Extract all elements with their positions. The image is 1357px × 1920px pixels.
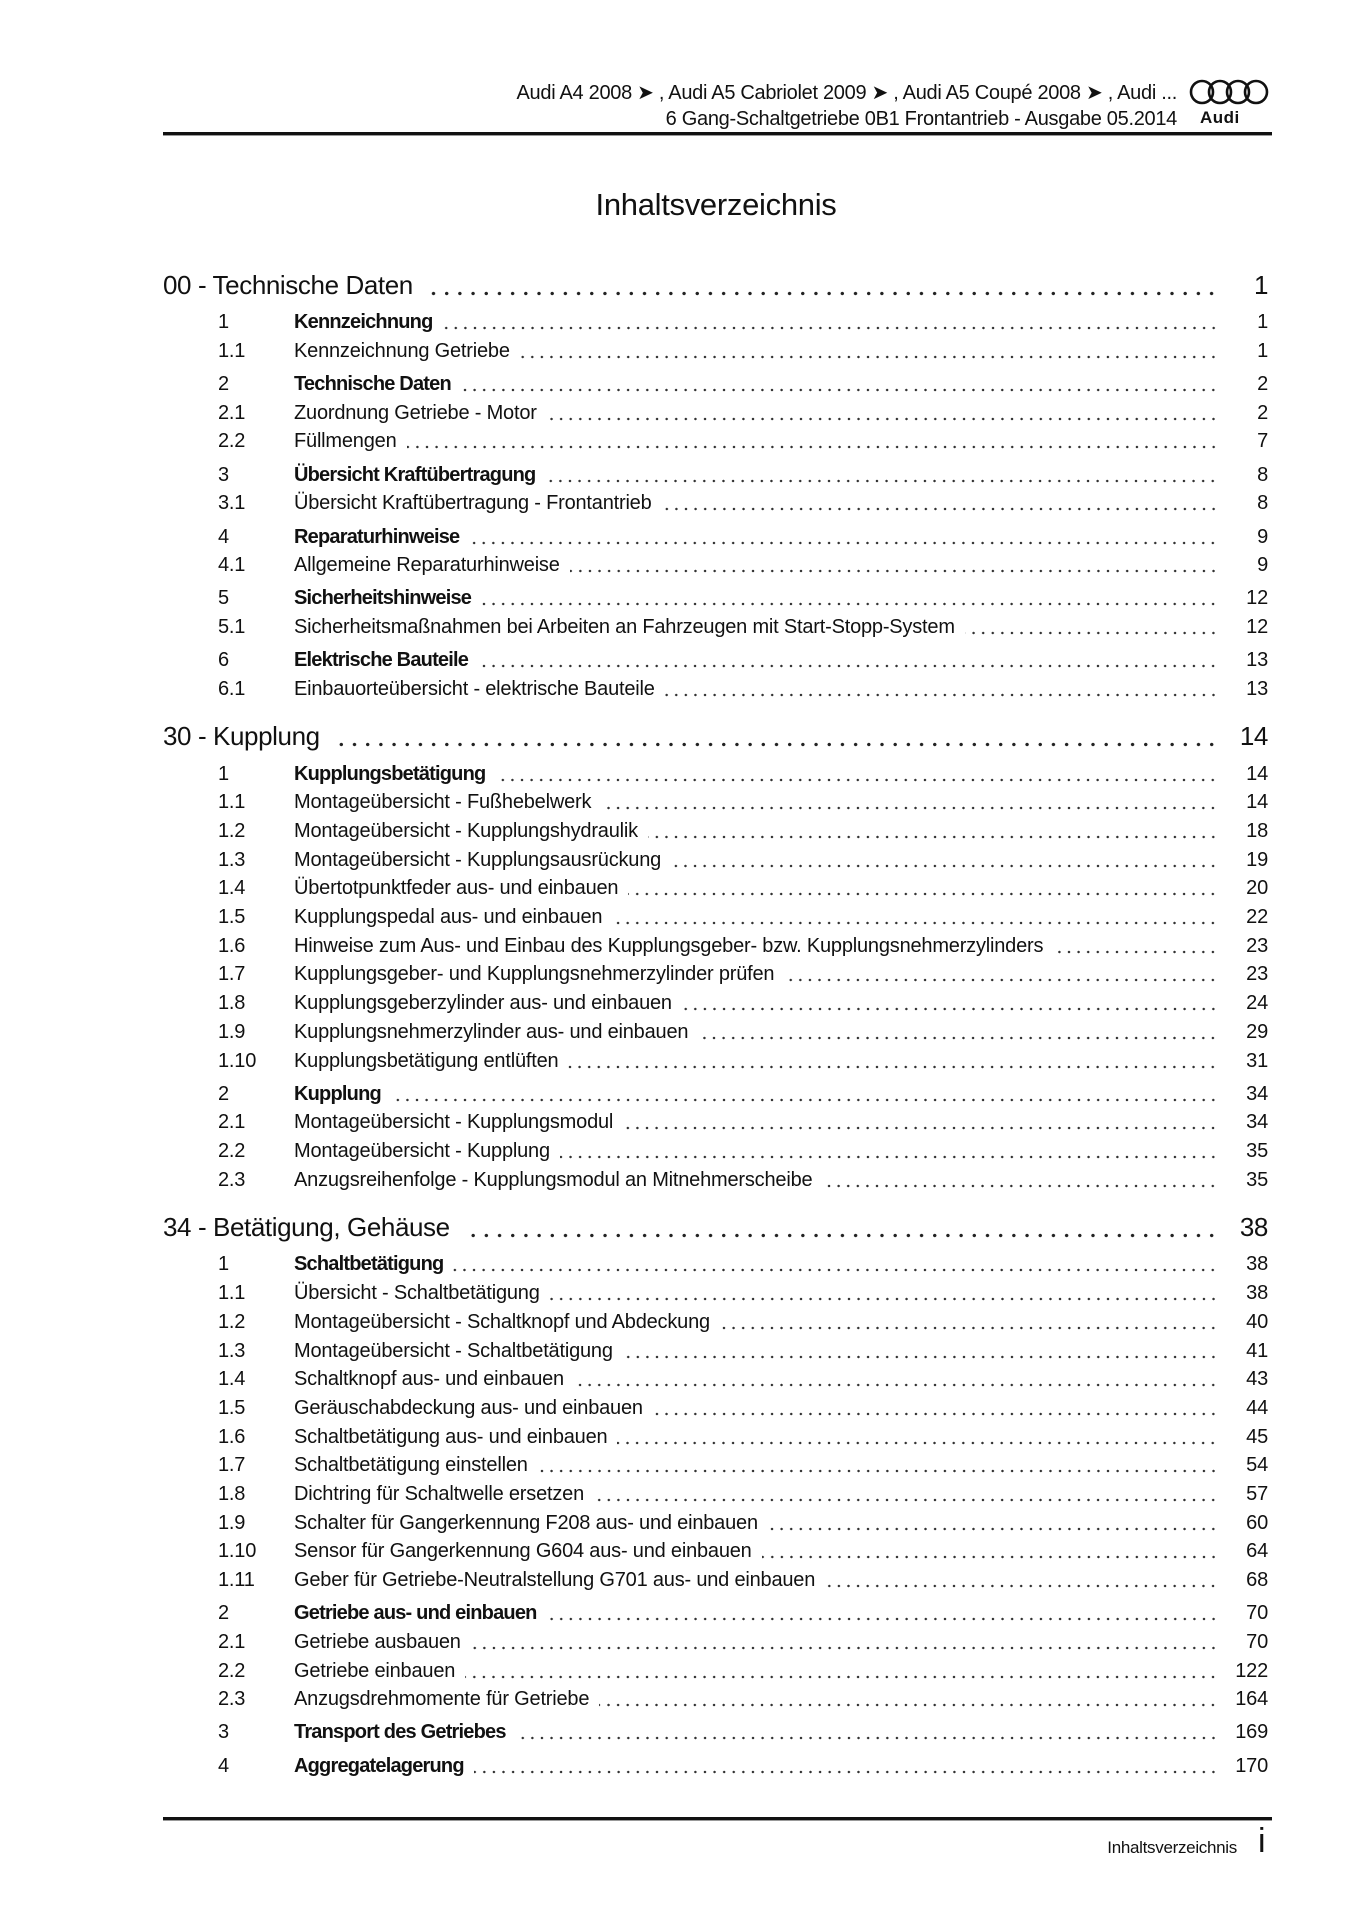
entry-title: Hinweise zum Aus- und Einbau des Kupplungsgeber- bzw. Kupplungsnehmerzylinders [294, 934, 1044, 957]
entry-page-number: 38 [1246, 1282, 1268, 1305]
entry-title: Getriebe einbauen [294, 1659, 456, 1682]
entry-number: 1.6 [218, 1425, 246, 1448]
entry-title: Montageübersicht - Kupplungsmodul [294, 1111, 614, 1134]
dot-leader [520, 339, 1218, 359]
dot-leader [461, 372, 1218, 392]
entry-page-number: 13 [1246, 649, 1268, 672]
dot-leader [427, 272, 1218, 296]
entry-title: Kennzeichnung Getriebe [294, 339, 510, 362]
toc-subsection-entry[interactable] [163, 1625, 1268, 1654]
entry-number: 5.1 [218, 616, 246, 639]
entry-number: 4 [218, 525, 229, 548]
entry-number: 1.4 [218, 877, 246, 900]
toc-subsection-entry[interactable] [163, 1563, 1268, 1592]
entry-page-number: 8 [1257, 463, 1268, 486]
entry-number: 2.3 [218, 1168, 246, 1191]
entry-number: 1.8 [218, 992, 246, 1015]
toc-subsection-entry[interactable] [163, 1334, 1268, 1363]
dot-leader [671, 848, 1218, 868]
entry-page-number: 170 [1235, 1754, 1268, 1777]
entry-page-number: 164 [1235, 1688, 1268, 1711]
entry-page-number: 38 [1246, 1253, 1268, 1276]
toc-subsection-entry[interactable] [163, 958, 1268, 987]
toc-subsection-entry[interactable] [163, 1163, 1268, 1192]
entry-title: Getriebe ausbauen [294, 1630, 461, 1653]
dot-leader [825, 1568, 1218, 1588]
entry-number: 1.6 [218, 934, 246, 957]
entry-number: 1.10 [218, 1540, 257, 1563]
dot-leader [570, 553, 1218, 573]
toc-subsection-entry[interactable] [163, 1391, 1268, 1420]
entry-title: Übertotpunktfeder aus- und einbauen [294, 877, 619, 900]
dot-leader [474, 1754, 1218, 1774]
entry-number: 2 [218, 1602, 229, 1625]
toc-section-entry[interactable] [163, 644, 1268, 673]
entry-page-number: 64 [1246, 1540, 1268, 1563]
toc-section-entry[interactable] [163, 1248, 1268, 1277]
toc-subsection-entry[interactable] [163, 1015, 1268, 1044]
entry-title: Allgemeine Reparaturhinweise [294, 554, 560, 577]
entry-page-number: 9 [1257, 554, 1268, 577]
entry-number: 2.1 [218, 1111, 246, 1134]
entry-title: Montageübersicht - Schaltbetätigung [294, 1339, 613, 1362]
entry-page-number: 57 [1246, 1482, 1268, 1505]
entry-title: Geber für Getriebe-Neutralstellung G701 aus- und einbauen [294, 1569, 816, 1591]
entry-number: 1.1 [218, 791, 246, 814]
entry-number: 3 [218, 463, 229, 486]
dot-leader [601, 790, 1218, 810]
entry-number: 2.2 [218, 1659, 246, 1682]
entry-page-number: 68 [1246, 1569, 1268, 1591]
toc-subsection-entry[interactable] [163, 1305, 1268, 1334]
toc-subsection-entry[interactable] [163, 334, 1268, 363]
entry-number: 2.1 [218, 1630, 246, 1653]
entry-number: 1.2 [218, 1310, 246, 1333]
entry-title: Montageübersicht - Fußhebelwerk [294, 791, 592, 814]
entry-title: Schaltbetätigung aus- und einbauen [294, 1425, 608, 1448]
entry-page-number: 45 [1246, 1425, 1268, 1448]
toc-subsection-entry[interactable] [163, 1506, 1268, 1535]
entry-title: Transport des Getriebes [294, 1721, 506, 1744]
dot-leader [538, 1453, 1218, 1473]
dot-leader [682, 991, 1218, 1011]
audi-rings-logo-icon [1188, 78, 1272, 106]
entry-title: Kennzeichnung [294, 311, 433, 334]
page-title: Inhaltsverzeichnis [595, 187, 837, 222]
entry-page-number: 43 [1246, 1368, 1268, 1391]
toc-subsection-entry[interactable] [163, 843, 1268, 872]
entry-number: 2.2 [218, 1140, 246, 1163]
entry-number: 2.2 [218, 430, 246, 453]
entry-number: 1.2 [218, 820, 246, 842]
entry-page-number: 23 [1246, 934, 1268, 957]
toc-subsection-entry[interactable] [163, 1535, 1268, 1564]
toc-subsection-entry[interactable] [163, 1134, 1268, 1163]
header-rule [163, 132, 1272, 135]
toc-chapter-entry[interactable] [163, 716, 1268, 752]
entry-number: 2 [218, 1082, 229, 1105]
entry-number: 1.11 [218, 1569, 255, 1591]
dot-leader [965, 615, 1218, 635]
chapter-title: 34 - Betätigung, Gehäuse [163, 1212, 450, 1243]
toc-section-entry[interactable] [163, 757, 1268, 786]
entry-title: Montageübersicht - Kupplung [294, 1140, 550, 1163]
entry-title: Montageübersicht - Kupplungshydraulik [294, 820, 638, 842]
toc-section-entry[interactable] [163, 520, 1268, 549]
entry-number: 6.1 [218, 677, 246, 700]
dot-leader [599, 1687, 1218, 1707]
entry-title: Dichtring für Schaltwelle ersetzen [294, 1482, 584, 1505]
dot-leader [471, 1630, 1218, 1650]
entry-number: 1.1 [218, 339, 246, 362]
dot-leader [628, 876, 1218, 896]
dot-leader [1053, 934, 1218, 954]
entry-page-number: 1 [1257, 311, 1268, 334]
entry-title: Reparaturhinweise [294, 525, 460, 548]
toc-subsection-entry[interactable] [163, 1363, 1268, 1392]
entry-page-number: 14 [1246, 791, 1268, 814]
toc-subsection-entry[interactable] [163, 1106, 1268, 1135]
toc-section-entry[interactable] [163, 1597, 1268, 1626]
entry-page-number: 13 [1246, 677, 1268, 700]
entry-page-number: 31 [1246, 1049, 1268, 1072]
entry-number: 5 [218, 587, 229, 610]
toc-section-entry[interactable] [163, 306, 1268, 335]
chapter-title: 00 - Technische Daten [163, 270, 413, 300]
entry-title: Einbauorteübersicht - elektrische Bauteile [294, 677, 655, 700]
footer-page-number: i [1258, 1822, 1266, 1860]
dot-leader [568, 1049, 1218, 1069]
toc-subsection-entry[interactable] [163, 610, 1268, 639]
entry-title: Kupplungspedal aus- und einbauen [294, 906, 603, 929]
entry-number: 2.1 [218, 401, 246, 424]
entry-page-number: 2 [1257, 401, 1268, 424]
dot-leader [478, 648, 1218, 668]
entry-title: Geräuschabdeckung aus- und einbauen [294, 1396, 643, 1419]
entry-page-number: 23 [1246, 963, 1268, 986]
entry-page-number: 122 [1235, 1659, 1268, 1682]
dot-leader [469, 525, 1218, 545]
dot-leader [720, 1310, 1218, 1330]
entry-page-number: 29 [1246, 1020, 1268, 1043]
dot-leader [768, 1511, 1218, 1531]
table-of-contents [163, 265, 1268, 1778]
entry-page-number: 20 [1246, 877, 1268, 900]
entry-page-number: 14 [1246, 762, 1268, 785]
toc-subsection-entry[interactable] [163, 549, 1268, 578]
entry-title: Anzugsdrehmomente für Getriebe [294, 1688, 590, 1711]
entry-page-number: 44 [1246, 1396, 1268, 1419]
dot-leader [648, 819, 1218, 839]
entry-title: Sensor für Gangerkennung G604 aus- und einbauen [294, 1540, 752, 1563]
toc-section-entry[interactable] [163, 1749, 1268, 1778]
chapter-page-number: 38 [1239, 1212, 1268, 1243]
toc-section-entry[interactable] [163, 367, 1268, 396]
toc-subsection-entry[interactable] [163, 396, 1268, 425]
entry-page-number: 7 [1257, 430, 1268, 453]
dot-leader [465, 1659, 1218, 1679]
dot-leader [407, 429, 1218, 449]
entry-number: 2 [218, 373, 229, 396]
entry-page-number: 60 [1246, 1511, 1268, 1534]
toc-section-entry[interactable] [163, 1077, 1268, 1106]
entry-title: Montageübersicht - Kupplungsausrückung [294, 848, 662, 871]
entry-title: Sicherheitsmaßnahmen bei Arbeiten an Fahrzeugen mit Start-Stopp-System [294, 616, 955, 639]
entry-title: Kupplungsbetätigung entlüften [294, 1049, 559, 1072]
entry-number: 1.4 [218, 1368, 246, 1391]
entry-title: Technische Daten [294, 373, 451, 396]
chapter-title: 30 - Kupplung [163, 721, 320, 752]
entry-number: 1.7 [218, 963, 246, 986]
entry-number: 1.9 [218, 1511, 246, 1534]
entry-title: Schaltbetätigung einstellen [294, 1454, 528, 1477]
toc-subsection-entry[interactable] [163, 672, 1268, 701]
toc-chapter-entry[interactable] [163, 1207, 1268, 1243]
entry-number: 1.3 [218, 1339, 246, 1362]
dot-leader [623, 1110, 1218, 1130]
toc-subsection-entry[interactable] [163, 1276, 1268, 1305]
toc-subsection-entry[interactable] [163, 425, 1268, 454]
entry-title: Schalter für Gangerkennung F208 aus- und einbauen [294, 1511, 758, 1534]
dot-leader [443, 310, 1219, 330]
toc-subsection-entry[interactable] [163, 1683, 1268, 1712]
entry-page-number: 12 [1246, 616, 1268, 639]
chapter-page-number: 14 [1239, 721, 1268, 752]
entry-page-number: 9 [1257, 525, 1268, 548]
dot-leader [762, 1539, 1218, 1559]
dot-leader [334, 723, 1218, 747]
toc-subsection-entry[interactable] [163, 986, 1268, 1015]
entry-page-number: 8 [1257, 492, 1268, 515]
dot-leader [545, 463, 1218, 483]
toc-subsection-entry[interactable] [163, 1449, 1268, 1478]
chapter-page-number: 1 [1253, 270, 1268, 300]
entry-page-number: 34 [1246, 1082, 1268, 1105]
entry-number: 1.8 [218, 1482, 246, 1505]
dot-leader [617, 1425, 1218, 1445]
entry-page-number: 70 [1246, 1630, 1268, 1653]
dot-leader [453, 1252, 1218, 1272]
entry-title: Übersicht Kraftübertragung [294, 463, 536, 486]
entry-page-number: 24 [1246, 992, 1268, 1015]
toc-subsection-entry[interactable] [163, 786, 1268, 815]
dot-leader [612, 905, 1218, 925]
entry-title: Elektrische Bauteile [294, 649, 469, 672]
toc-subsection-entry[interactable] [163, 872, 1268, 901]
entry-number: 6 [218, 649, 229, 672]
footer-label: Inhaltsverzeichnis [1107, 1838, 1237, 1857]
entry-number: 3 [218, 1721, 229, 1744]
dot-leader [481, 586, 1218, 606]
entry-number: 1.9 [218, 1020, 246, 1043]
toc-subsection-entry[interactable] [163, 1420, 1268, 1449]
entry-title: Kupplung [294, 1082, 381, 1105]
toc-subsection-entry[interactable] [163, 929, 1268, 958]
entry-page-number: 35 [1246, 1168, 1268, 1191]
entry-number: 1.5 [218, 1396, 246, 1419]
entry-page-number: 34 [1246, 1111, 1268, 1134]
dot-leader [495, 762, 1218, 782]
dot-leader [665, 677, 1218, 697]
entry-page-number: 54 [1246, 1454, 1268, 1477]
dot-leader [516, 1720, 1218, 1740]
toc-chapter-entry[interactable] [163, 265, 1268, 301]
entry-title: Montageübersicht - Schaltknopf und Abdeckung [294, 1310, 710, 1333]
entry-title: Schaltknopf aus- und einbauen [294, 1368, 564, 1391]
entry-page-number: 1 [1257, 339, 1268, 362]
entry-title: Übersicht Kraftübertragung - Frontantrieb [294, 492, 652, 515]
dot-leader [594, 1482, 1218, 1502]
dot-leader [698, 1020, 1218, 1040]
entry-number: 1 [218, 762, 229, 785]
dot-leader [653, 1396, 1218, 1416]
entry-title: Kupplungsbetätigung [294, 762, 486, 785]
entry-number: 1.7 [218, 1454, 246, 1477]
entry-title: Schaltbetätigung [294, 1253, 444, 1276]
dot-leader [784, 962, 1218, 982]
entry-number: 1.1 [218, 1282, 246, 1305]
dot-leader [547, 401, 1218, 421]
dot-leader [623, 1339, 1218, 1359]
toc-subsection-entry[interactable] [163, 900, 1268, 929]
entry-number: 1.3 [218, 848, 246, 871]
entry-title: Füllmengen [294, 430, 397, 453]
entry-title: Aggregatelagerung [294, 1754, 464, 1777]
entry-number: 1 [218, 311, 229, 334]
entry-page-number: 19 [1246, 848, 1268, 871]
entry-number: 1.10 [218, 1049, 257, 1072]
dot-leader [560, 1139, 1218, 1159]
entry-number: 4 [218, 1754, 229, 1777]
header-vehicle-models: Audi A4 2008 ➤ , Audi A5 Cabriolet 2009 ➤ , Audi A5 Coupé 2008 ➤ , Audi ... [516, 82, 1177, 104]
header-manual-title: 6 Gang-Schaltgetriebe 0B1 Frontantrieb - Ausgabe 05.2014 [665, 108, 1177, 130]
dot-leader [662, 491, 1218, 511]
entry-title: Getriebe aus- und einbauen [294, 1602, 537, 1625]
entry-number: 1.5 [218, 906, 246, 929]
dot-leader [547, 1601, 1218, 1621]
entry-page-number: 12 [1246, 587, 1268, 610]
entry-title: Kupplungsgeberzylinder aus- und einbauen [294, 992, 672, 1015]
toc-subsection-entry[interactable] [163, 487, 1268, 516]
toc-subsection-entry[interactable] [163, 1477, 1268, 1506]
toc-section-entry[interactable] [163, 458, 1268, 487]
entry-number: 3.1 [218, 492, 246, 515]
entry-page-number: 2 [1257, 373, 1268, 396]
dot-leader [391, 1082, 1218, 1102]
toc-subsection-entry[interactable] [163, 814, 1268, 843]
entry-title: Kupplungsgeber- und Kupplungsnehmerzylinder prüfen [294, 963, 775, 986]
entry-title: Anzugsreihenfolge - Kupplungsmodul an Mitnehmerscheibe [294, 1168, 813, 1191]
entry-title: Übersicht - Schaltbetätigung [294, 1282, 540, 1305]
entry-page-number: 41 [1246, 1339, 1268, 1362]
toc-subsection-entry[interactable] [163, 1654, 1268, 1683]
toc-subsection-entry[interactable] [163, 1044, 1268, 1073]
audi-logo-text: Audi [1200, 108, 1240, 127]
entry-title: Kupplungsnehmerzylinder aus- und einbauen [294, 1020, 689, 1043]
entry-number: 1 [218, 1253, 229, 1276]
dot-leader [464, 1214, 1218, 1238]
toc-section-entry[interactable] [163, 1716, 1268, 1745]
entry-page-number: 35 [1246, 1140, 1268, 1163]
entry-number: 4.1 [218, 554, 246, 577]
dot-leader [574, 1367, 1218, 1387]
toc-section-entry[interactable] [163, 582, 1268, 611]
entry-page-number: 70 [1246, 1602, 1268, 1625]
entry-title: Sicherheitshinweise [294, 587, 472, 610]
entry-page-number: 169 [1235, 1721, 1268, 1744]
entry-number: 2.3 [218, 1688, 246, 1711]
entry-title: Zuordnung Getriebe - Motor [294, 401, 537, 424]
footer-rule [163, 1817, 1272, 1820]
entry-page-number: 40 [1246, 1310, 1268, 1333]
entry-page-number: 22 [1246, 906, 1268, 929]
dot-leader [822, 1168, 1218, 1188]
entry-page-number: 18 [1246, 820, 1268, 842]
dot-leader [550, 1281, 1218, 1301]
